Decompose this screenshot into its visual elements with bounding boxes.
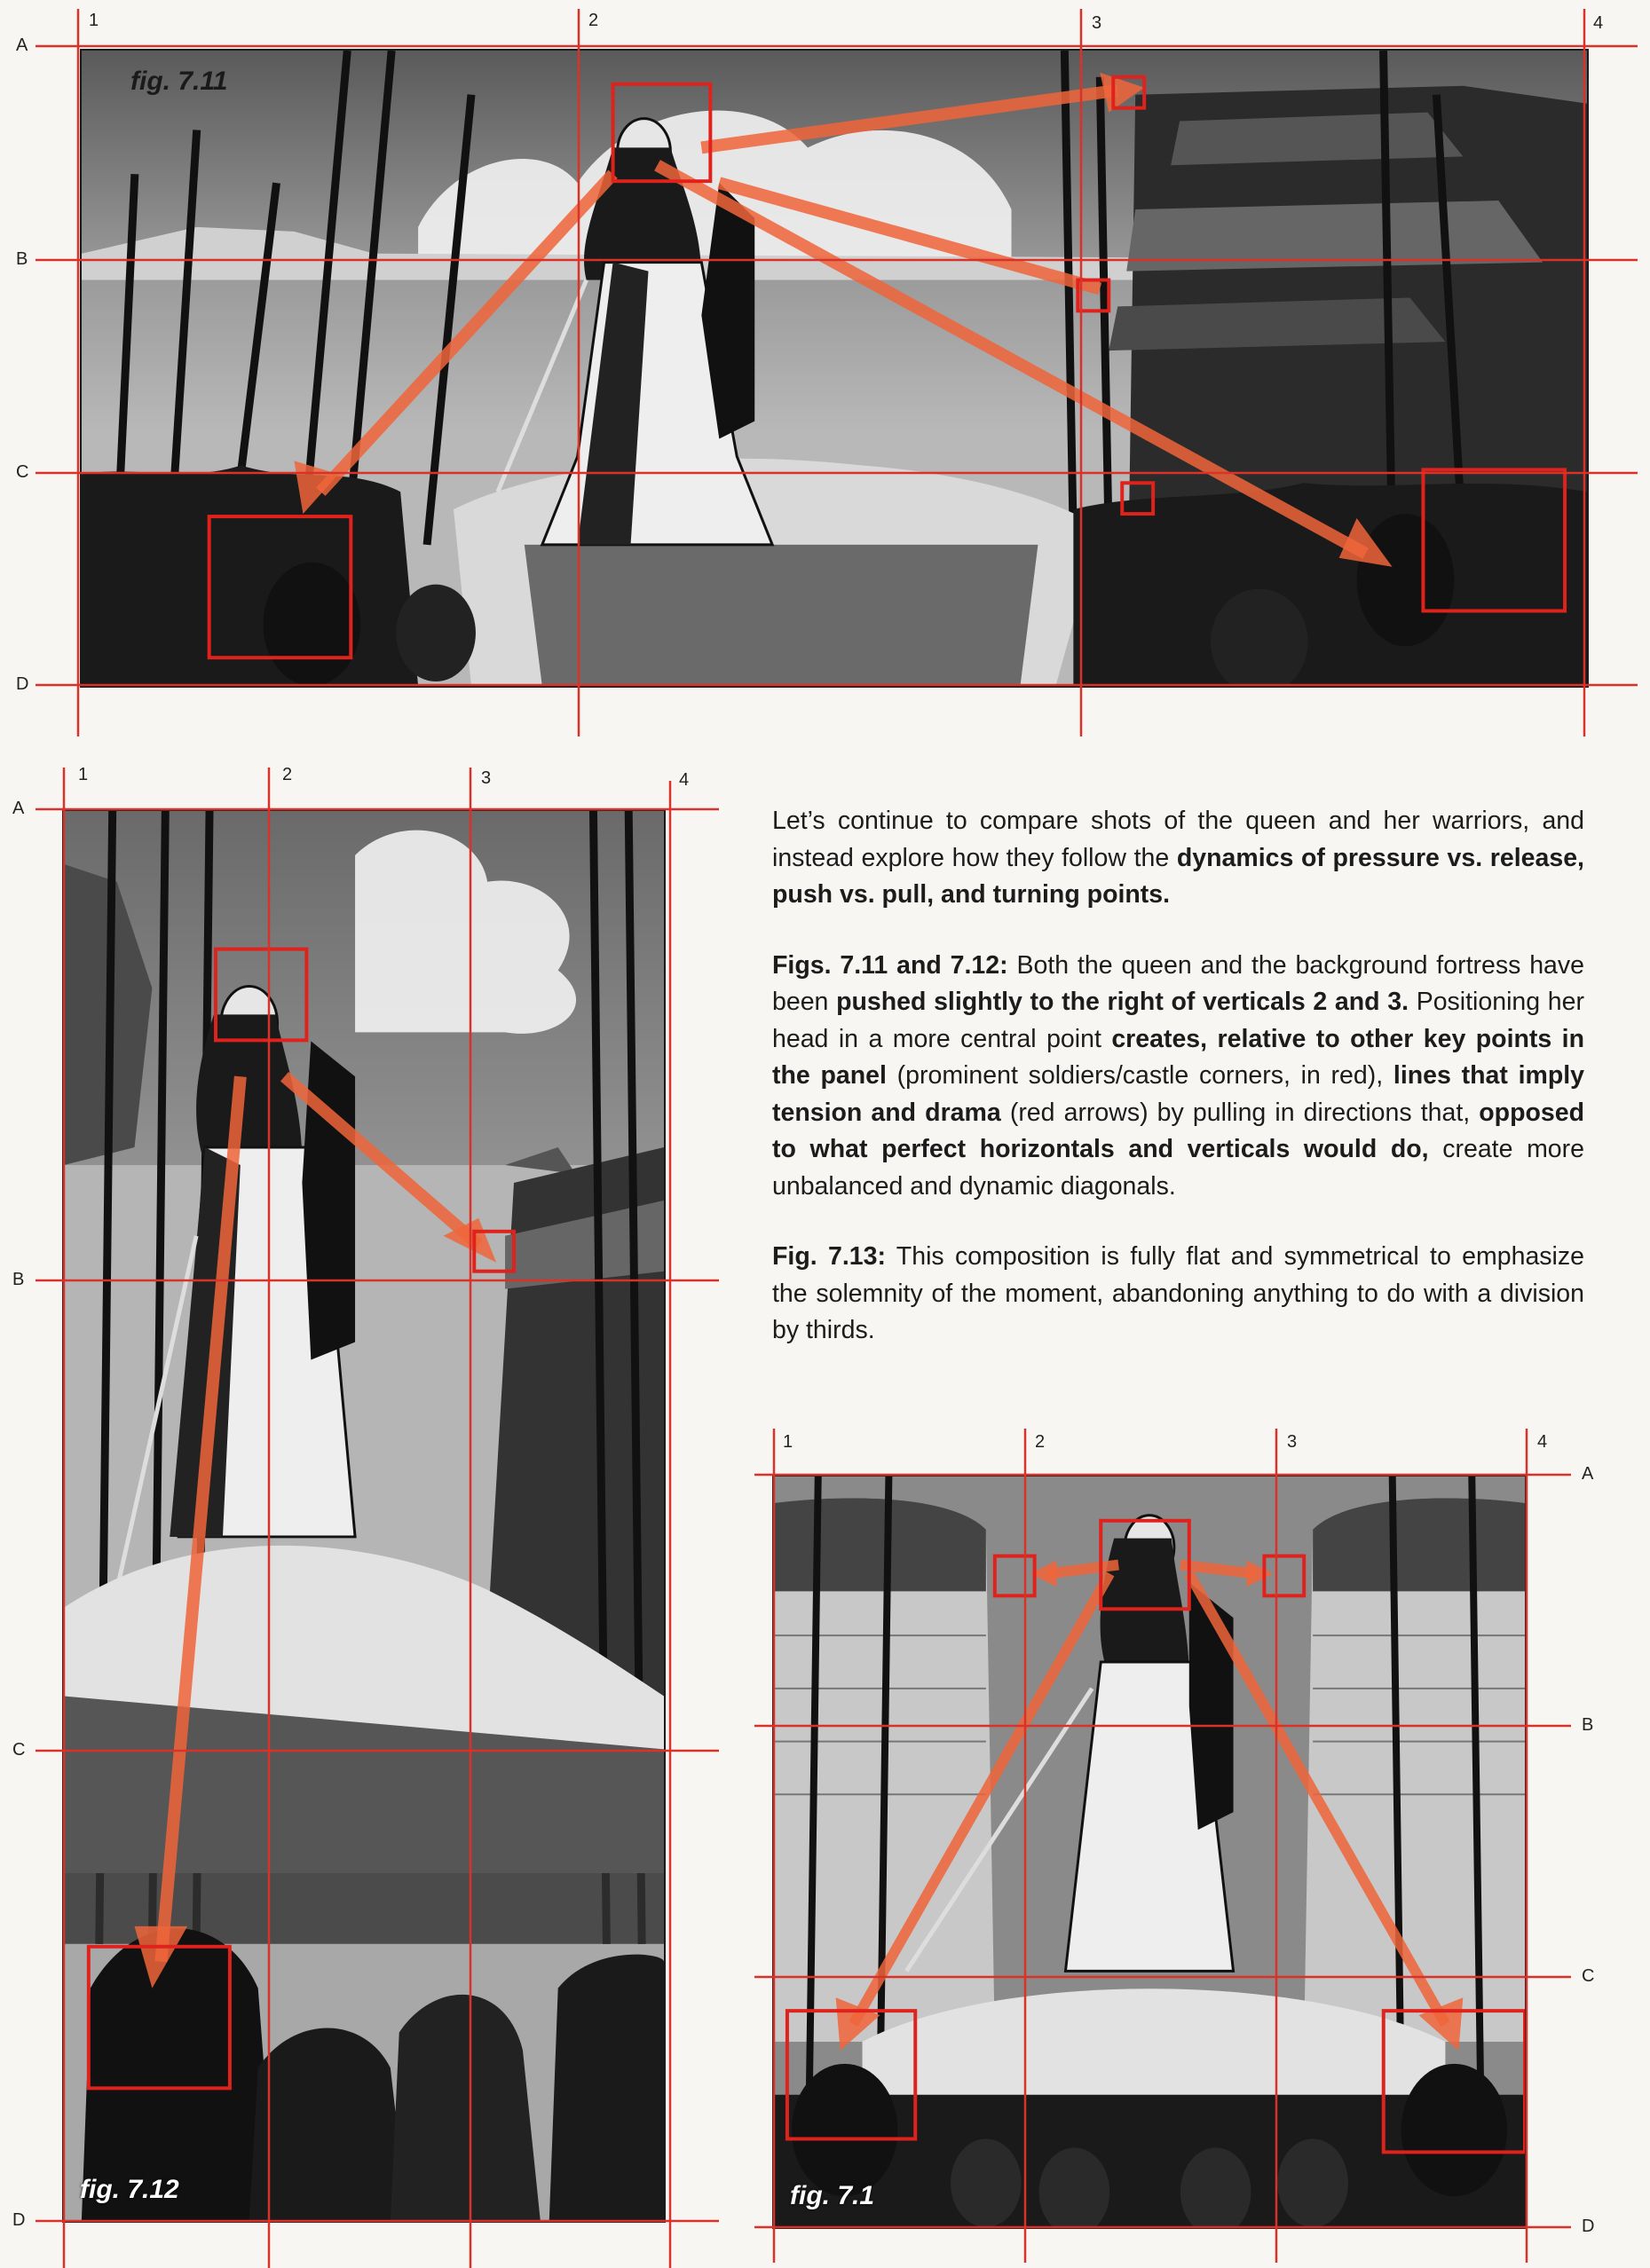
guide-row-a: A: [16, 35, 28, 55]
figs-7-11-7-12-lead: Figs. 7.11 and 7.12:: [772, 950, 1008, 980]
p2-text-e: (prominent soldiers/castle corners, in red),: [886, 1061, 1393, 1090]
fig-7-12-illustration: [64, 811, 664, 2221]
p2-emphasis-h: opposed to what perfect horizontals and verticals would do,: [772, 1098, 1584, 1163]
p2-text-i: create more unbalanced and dynamic diagonals.: [772, 1135, 1584, 1201]
guide-col-3: 3: [1092, 13, 1102, 33]
guide-row-c: C: [1582, 1966, 1595, 1986]
paragraph-figs-7-11-7-12: [772, 948, 1584, 1206]
figure-7-11: [80, 49, 1589, 688]
guide-row-a: A: [1582, 1464, 1594, 1484]
fig-7-13-label: fig. 7.1: [790, 2181, 875, 2210]
guide-row-d: D: [16, 674, 29, 694]
guide-row-b: B: [1582, 1715, 1594, 1735]
p2-emphasis-f: lines that imply tension and drama: [772, 1061, 1585, 1127]
guide-row-c: C: [12, 1740, 26, 1760]
p2-emphasis-b: pushed slightly to the right of verticals 2 and 3.: [836, 988, 1409, 1016]
fig-7-12-label: fig. 7.12: [80, 2175, 179, 2204]
guide-row-b: B: [16, 249, 28, 269]
guide-row-c: C: [16, 462, 29, 482]
intro-text: Let’s continue to compare shots of the queen and her warriors, and instead explore how they follow the: [772, 807, 1584, 872]
p2-text-g: (red arrows) by pulling in directions that,: [1000, 1098, 1480, 1127]
guide-row-a: A: [12, 799, 25, 818]
fig-7-11-illustration: [82, 51, 1587, 686]
p2-emphasis-d: creates, relative to other key points in the panel: [772, 1024, 1584, 1090]
paragraph-intro: [772, 803, 1584, 914]
fig-7-13-illustration: [774, 1477, 1525, 2227]
guide-col-3: 3: [481, 768, 492, 788]
guide-col-4: 4: [679, 770, 690, 790]
figure-7-13: [772, 1475, 1527, 2229]
guide-row-b: B: [12, 1270, 25, 1289]
p2-text-c: Positioning her head in a more central point: [772, 988, 1584, 1053]
body-text: [772, 803, 1584, 1383]
fig-7-13-lead: Fig. 7.13:: [772, 1242, 886, 1271]
p3-text: This composition is fully flat and symmetrical to emphasize the solemnity of the moment, abandoning anything to do with a division by thirds.: [772, 1242, 1584, 1344]
guide-col-1: 1: [783, 1432, 793, 1452]
fig-7-11-label: fig. 7.11: [130, 67, 228, 96]
guide-col-1: 1: [89, 11, 99, 30]
guide-col-4: 4: [1537, 1432, 1548, 1452]
guide-col-2: 2: [282, 765, 293, 784]
guide-col-3: 3: [1287, 1432, 1298, 1452]
figure-7-12: [62, 809, 666, 2223]
intro-emphasis: dynamics of pressure vs. release, push vs. pull, and turning points.: [772, 843, 1584, 909]
guide-col-1: 1: [78, 765, 89, 784]
p2-text-a: Both the queen and the background fortress have been: [772, 950, 1584, 1016]
guide-col-2: 2: [1035, 1432, 1046, 1452]
guide-row-d: D: [1582, 2217, 1595, 2236]
paragraph-fig-7-13: [772, 1239, 1584, 1350]
guide-col-4: 4: [1593, 13, 1604, 33]
guide-col-2: 2: [588, 11, 599, 30]
guide-row-d: D: [12, 2210, 26, 2230]
